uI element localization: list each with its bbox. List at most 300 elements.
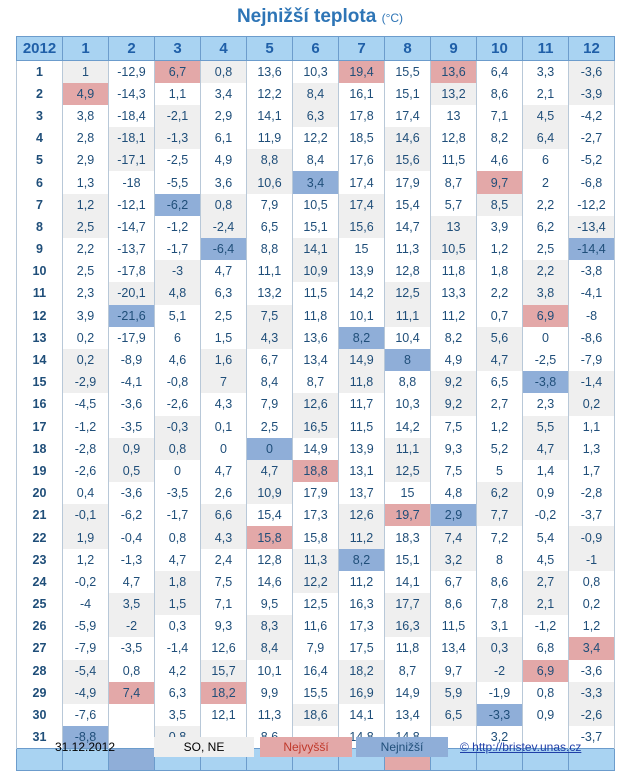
temp-cell: 0 — [201, 438, 247, 460]
temp-cell: 1,5 — [201, 327, 247, 349]
temp-cell: 6,4 — [523, 127, 569, 149]
temp-cell: 11,8 — [385, 637, 431, 659]
day-label: 2 — [17, 83, 63, 105]
table-row — [17, 105, 615, 127]
temp-cell: 0,1 — [201, 416, 247, 438]
temp-cell: 4,7 — [201, 260, 247, 282]
temp-cell: 13,1 — [339, 460, 385, 482]
temp-cell: 14,9 — [293, 438, 339, 460]
temp-cell: 12,6 — [339, 504, 385, 526]
temp-cell: 12,6 — [293, 393, 339, 415]
day-label: 29 — [17, 682, 63, 704]
temp-cell: 10,4 — [385, 327, 431, 349]
day-label: 24 — [17, 571, 63, 593]
temp-cell: -3,9 — [569, 83, 615, 105]
day-label: 31 — [17, 726, 63, 748]
temp-cell: 2,8 — [63, 127, 109, 149]
temp-cell: -1,9 — [477, 682, 523, 704]
source-link[interactable]: © http://bristev.unas.cz — [460, 740, 582, 754]
temp-cell: -1,4 — [569, 371, 615, 393]
temp-cell: -2 — [109, 615, 155, 637]
temp-cell: -1,2 — [523, 615, 569, 637]
temp-cell: 10,3 — [385, 393, 431, 415]
temp-cell: -0,2 — [63, 571, 109, 593]
temp-cell: 15,5 — [385, 61, 431, 83]
temp-cell: 7,5 — [247, 305, 293, 327]
day-label: 13 — [17, 327, 63, 349]
temp-cell: 10,1 — [247, 660, 293, 682]
temp-cell: -3,7 — [569, 726, 615, 748]
title-text: Nejnižší teplota — [236, 6, 377, 27]
temp-cell: 12,2 — [247, 83, 293, 105]
temp-cell: 12,5 — [385, 460, 431, 482]
table-row — [17, 61, 615, 83]
table-row — [17, 260, 615, 282]
temp-cell: -3,3 — [477, 704, 523, 726]
temp-cell: -20,1 — [109, 282, 155, 304]
temp-cell: 19,4 — [339, 61, 385, 83]
temp-cell: 15,5 — [293, 682, 339, 704]
temp-cell: 15,6 — [385, 149, 431, 171]
month-header-2: 2 — [109, 37, 155, 61]
temp-cell: -6,2 — [109, 504, 155, 526]
temp-cell: -3,5 — [109, 637, 155, 659]
temp-cell: 13,4 — [431, 637, 477, 659]
temp-cell: 15,7 — [201, 660, 247, 682]
temp-cell: 13 — [431, 105, 477, 127]
temp-cell: 11,5 — [339, 416, 385, 438]
temp-cell: -4,5 — [63, 393, 109, 415]
temp-cell: 0 — [523, 327, 569, 349]
temp-cell: 0,7 — [477, 305, 523, 327]
temp-cell: 6,9 — [523, 660, 569, 682]
temp-cell: 6 — [523, 149, 569, 171]
temp-cell: 7,9 — [293, 637, 339, 659]
temp-cell: 7,8 — [477, 593, 523, 615]
table-row — [17, 238, 615, 260]
table-row — [17, 660, 615, 682]
temp-cell: 3,9 — [477, 216, 523, 238]
temp-cell: -2,1 — [155, 105, 201, 127]
temp-cell: 15,8 — [293, 526, 339, 548]
temp-cell: 12,1 — [201, 704, 247, 726]
temp-cell: -3,5 — [155, 482, 201, 504]
temp-cell: 10,3 — [293, 61, 339, 83]
temp-cell: 16,5 — [293, 416, 339, 438]
temp-cell: 18,2 — [339, 660, 385, 682]
temp-cell: 1 — [63, 61, 109, 83]
temp-cell: 11,5 — [293, 282, 339, 304]
temp-cell: 9,2 — [431, 393, 477, 415]
table-body — [17, 61, 615, 771]
temp-cell: 4,9 — [431, 349, 477, 371]
temp-cell: 6,3 — [155, 682, 201, 704]
table-row — [17, 393, 615, 415]
temp-cell: 5 — [477, 460, 523, 482]
temp-cell: -1,7 — [155, 238, 201, 260]
temp-cell: 8,6 — [477, 571, 523, 593]
temp-cell: 11,1 — [385, 305, 431, 327]
day-label: 17 — [17, 416, 63, 438]
temp-cell: 0,8 — [155, 438, 201, 460]
temp-cell: 13,2 — [431, 83, 477, 105]
temp-cell: 18,8 — [293, 460, 339, 482]
temp-cell: 17,4 — [339, 194, 385, 216]
month-header-4: 4 — [201, 37, 247, 61]
temp-cell: 0,2 — [63, 349, 109, 371]
temp-cell: 17,9 — [385, 171, 431, 193]
temp-cell: 3,2 — [477, 726, 523, 748]
temp-cell: 2,5 — [523, 238, 569, 260]
temp-cell: 12,8 — [385, 260, 431, 282]
temp-cell: -3,3 — [569, 682, 615, 704]
temp-cell: -4,1 — [569, 282, 615, 304]
temp-cell: 17,4 — [339, 171, 385, 193]
day-label: 25 — [17, 593, 63, 615]
temp-cell: 13,3 — [431, 282, 477, 304]
temp-cell: 17,6 — [339, 149, 385, 171]
temp-cell: 7,9 — [247, 393, 293, 415]
temp-cell: -2,6 — [155, 393, 201, 415]
temp-cell: -12,2 — [569, 194, 615, 216]
temp-cell: 4,3 — [201, 393, 247, 415]
temp-cell: 7,5 — [431, 416, 477, 438]
temp-cell: 9,3 — [201, 615, 247, 637]
temp-cell: 4,7 — [477, 349, 523, 371]
temp-cell: 11,8 — [431, 260, 477, 282]
temp-cell: -4,9 — [63, 682, 109, 704]
temp-cell: 6,7 — [155, 61, 201, 83]
temp-cell: -7,9 — [569, 349, 615, 371]
temp-cell: 1,8 — [155, 571, 201, 593]
temp-cell: 8,2 — [339, 327, 385, 349]
table-row — [17, 682, 615, 704]
temp-cell: -2,8 — [569, 482, 615, 504]
temp-cell: 15,8 — [247, 526, 293, 548]
table-row — [17, 327, 615, 349]
month-header-10: 10 — [477, 37, 523, 61]
temp-cell: 7,5 — [431, 460, 477, 482]
table-row — [17, 526, 615, 548]
temp-cell: 8,8 — [247, 149, 293, 171]
temp-cell: 17,7 — [385, 593, 431, 615]
temp-cell: 3,8 — [523, 282, 569, 304]
temp-cell: -1,3 — [109, 549, 155, 571]
temp-cell: 0,8 — [201, 61, 247, 83]
temp-cell: 6,2 — [523, 216, 569, 238]
table-row — [17, 504, 615, 526]
day-label: 16 — [17, 393, 63, 415]
temp-cell: 13,6 — [247, 61, 293, 83]
temp-cell: 14,1 — [385, 571, 431, 593]
temp-cell: 0,9 — [523, 482, 569, 504]
temp-cell: 1,3 — [63, 171, 109, 193]
month-header-6: 6 — [293, 37, 339, 61]
temp-cell: 1,9 — [63, 526, 109, 548]
temp-cell: 6,5 — [477, 371, 523, 393]
temp-cell: -14,4 — [569, 238, 615, 260]
temp-cell: 7,1 — [201, 593, 247, 615]
temp-cell: 13,9 — [339, 438, 385, 460]
temp-cell: 2,5 — [63, 260, 109, 282]
temp-cell: -17,1 — [109, 149, 155, 171]
temp-cell: 12,2 — [293, 127, 339, 149]
temp-cell: 6,5 — [247, 216, 293, 238]
temp-cell: 11,1 — [385, 438, 431, 460]
temp-cell: -1,2 — [63, 416, 109, 438]
temp-cell: 4,5 — [523, 105, 569, 127]
temp-cell: 3,2 — [431, 549, 477, 571]
temp-cell: 4,7 — [523, 438, 569, 460]
temp-cell: 4,8 — [431, 482, 477, 504]
temp-cell: -18,1 — [109, 127, 155, 149]
temp-cell: -14,3 — [109, 83, 155, 105]
temp-cell: 0,5 — [109, 460, 155, 482]
temp-cell: 2,9 — [63, 149, 109, 171]
temp-cell: 10,9 — [247, 482, 293, 504]
temp-cell: 1,2 — [569, 615, 615, 637]
day-label: 18 — [17, 438, 63, 460]
temp-cell: 15 — [339, 238, 385, 260]
temp-cell: 4,8 — [155, 282, 201, 304]
temp-cell: 18,2 — [201, 682, 247, 704]
table-row — [17, 83, 615, 105]
temp-cell: 8,2 — [339, 549, 385, 571]
temp-cell: -4,1 — [109, 371, 155, 393]
day-label: 22 — [17, 526, 63, 548]
temp-cell: 3,1 — [477, 615, 523, 637]
temp-cell: -1,3 — [155, 127, 201, 149]
temp-cell: 18,6 — [293, 704, 339, 726]
temp-cell: 11,6 — [293, 615, 339, 637]
temp-cell: -3,5 — [109, 416, 155, 438]
temp-cell: 2,7 — [477, 393, 523, 415]
temp-cell: 5,9 — [431, 682, 477, 704]
temp-cell: 15,6 — [339, 216, 385, 238]
temp-cell: -5,9 — [63, 615, 109, 637]
temp-cell: -3,6 — [569, 660, 615, 682]
header-row — [17, 37, 615, 61]
temp-cell: 8 — [385, 349, 431, 371]
temp-cell: 2,5 — [247, 416, 293, 438]
temp-cell: 0,9 — [109, 438, 155, 460]
temp-cell: -6,8 — [569, 171, 615, 193]
temp-cell: 8,4 — [293, 83, 339, 105]
temp-cell: 8,4 — [247, 371, 293, 393]
temp-cell: 8,8 — [385, 371, 431, 393]
temp-cell: 14,2 — [339, 282, 385, 304]
temp-cell: 4,7 — [201, 460, 247, 482]
temp-cell: 0,8 — [569, 571, 615, 593]
legend-bar — [16, 736, 624, 758]
temp-cell: 11,3 — [247, 704, 293, 726]
temp-cell: -5,5 — [155, 171, 201, 193]
temp-cell: 17,3 — [293, 504, 339, 526]
temp-cell: 8 — [477, 549, 523, 571]
table-row — [17, 149, 615, 171]
temp-cell: -2,8 — [63, 438, 109, 460]
temp-cell: 10,5 — [293, 194, 339, 216]
table-row — [17, 593, 615, 615]
temp-cell: -0,8 — [155, 371, 201, 393]
temp-cell: 1,8 — [477, 260, 523, 282]
temp-cell: 16,9 — [339, 682, 385, 704]
temp-cell: 16,3 — [339, 593, 385, 615]
temp-cell: 13,6 — [293, 327, 339, 349]
month-header-8: 8 — [385, 37, 431, 61]
temp-cell: 2,2 — [477, 282, 523, 304]
temp-cell: 13,7 — [339, 482, 385, 504]
temp-cell: -0,4 — [109, 526, 155, 548]
temp-cell: 8,7 — [431, 171, 477, 193]
temp-cell: 2,2 — [523, 194, 569, 216]
temp-cell: 5,6 — [477, 327, 523, 349]
temp-cell: 13 — [431, 216, 477, 238]
temp-cell: 11,7 — [339, 393, 385, 415]
temp-cell: 14,6 — [247, 571, 293, 593]
day-label: 7 — [17, 194, 63, 216]
table-row — [17, 615, 615, 637]
temp-cell: -5,2 — [569, 149, 615, 171]
temp-cell: -3,8 — [523, 371, 569, 393]
temp-cell: 14,1 — [247, 105, 293, 127]
day-label: 10 — [17, 260, 63, 282]
table-row — [17, 460, 615, 482]
temp-cell: 3,6 — [201, 171, 247, 193]
day-label: 3 — [17, 105, 63, 127]
month-header-9: 9 — [431, 37, 477, 61]
table-row — [17, 305, 615, 327]
temp-cell: 12,8 — [247, 549, 293, 571]
table-row — [17, 704, 615, 726]
table-row — [17, 127, 615, 149]
temp-cell: -1,4 — [155, 637, 201, 659]
day-label: 21 — [17, 504, 63, 526]
temp-cell: -17,8 — [109, 260, 155, 282]
temp-cell: 9,7 — [477, 171, 523, 193]
temp-cell: 14,6 — [385, 127, 431, 149]
temp-cell: 4,6 — [155, 349, 201, 371]
temp-cell: 1,7 — [569, 460, 615, 482]
temp-cell: -6,2 — [155, 194, 201, 216]
temp-cell: 6,8 — [523, 637, 569, 659]
day-label: 20 — [17, 482, 63, 504]
table-row — [17, 416, 615, 438]
temp-cell: 1,2 — [477, 238, 523, 260]
temp-cell: -18 — [109, 171, 155, 193]
temp-cell: -21,6 — [109, 305, 155, 327]
temp-cell: 6,9 — [523, 305, 569, 327]
temp-cell: -8 — [569, 305, 615, 327]
temp-cell: -3,6 — [109, 482, 155, 504]
unit-label: (°C) — [381, 11, 404, 25]
temp-cell: 0,8 — [109, 660, 155, 682]
temp-cell: 8,7 — [385, 660, 431, 682]
temp-cell: 0,3 — [155, 615, 201, 637]
table-row — [17, 216, 615, 238]
temp-cell: 1,5 — [155, 593, 201, 615]
temp-cell: -2,4 — [201, 216, 247, 238]
temp-cell: 3,3 — [523, 61, 569, 83]
page-title — [0, 6, 640, 28]
temp-cell: 11,9 — [247, 127, 293, 149]
temp-cell: 13,2 — [247, 282, 293, 304]
temp-cell: 8,4 — [293, 149, 339, 171]
temp-cell: 2,6 — [201, 482, 247, 504]
temp-cell: 1,2 — [477, 416, 523, 438]
temp-cell: -12,9 — [109, 61, 155, 83]
temp-cell: 0,8 — [201, 194, 247, 216]
table-row — [17, 371, 615, 393]
day-label: 5 — [17, 149, 63, 171]
table-row — [17, 349, 615, 371]
temp-cell: -18,4 — [109, 105, 155, 127]
temp-cell: 8,6 — [477, 83, 523, 105]
temp-cell: 0,8 — [155, 526, 201, 548]
temp-cell: 11,3 — [293, 549, 339, 571]
temp-cell: -3,8 — [569, 260, 615, 282]
day-label: 14 — [17, 349, 63, 371]
temp-cell: 4,7 — [155, 549, 201, 571]
temp-cell: -0,2 — [523, 504, 569, 526]
temp-cell: 13,4 — [385, 704, 431, 726]
temp-cell: -2,5 — [155, 149, 201, 171]
temp-cell: 8,4 — [247, 637, 293, 659]
temp-cell: -2,9 — [63, 371, 109, 393]
temp-cell: 14,9 — [385, 682, 431, 704]
temp-cell: 6,3 — [293, 105, 339, 127]
temp-cell: 17,4 — [385, 105, 431, 127]
day-label: 30 — [17, 704, 63, 726]
temp-cell: 0,9 — [523, 704, 569, 726]
day-label: 26 — [17, 615, 63, 637]
month-header-7: 7 — [339, 37, 385, 61]
temp-cell: 13,4 — [293, 349, 339, 371]
temp-cell: 2,2 — [63, 238, 109, 260]
temp-cell: 15,1 — [385, 83, 431, 105]
month-header-3: 3 — [155, 37, 201, 61]
temp-cell: 2,5 — [63, 216, 109, 238]
temp-cell: 7,1 — [477, 105, 523, 127]
temp-cell: 3,4 — [201, 83, 247, 105]
temp-cell: -3 — [155, 260, 201, 282]
temp-cell: 2,3 — [63, 282, 109, 304]
temp-cell: 5,7 — [431, 194, 477, 216]
temp-cell — [109, 704, 155, 726]
legend-max: Nejvyšší — [260, 737, 352, 757]
day-label: 4 — [17, 127, 63, 149]
day-label: 15 — [17, 371, 63, 393]
temp-cell: -8,8 — [63, 726, 109, 748]
temp-cell: 2,7 — [523, 571, 569, 593]
month-header-1: 1 — [63, 37, 109, 61]
temp-cell: 8,8 — [247, 238, 293, 260]
temp-cell: 6 — [155, 327, 201, 349]
temp-cell: -1,2 — [155, 216, 201, 238]
temp-cell: 18,3 — [385, 526, 431, 548]
table-row — [17, 194, 615, 216]
temp-cell: 10,5 — [431, 238, 477, 260]
temp-cell: 0,4 — [63, 482, 109, 504]
temp-cell: -3,7 — [569, 504, 615, 526]
temp-cell: 8,6 — [431, 593, 477, 615]
temp-cell: 8,2 — [431, 327, 477, 349]
temp-cell: 4,7 — [247, 460, 293, 482]
temp-cell: 6,5 — [431, 704, 477, 726]
temp-cell: 10,6 — [247, 171, 293, 193]
temp-cell: 3,4 — [293, 171, 339, 193]
temp-cell: -13,4 — [569, 216, 615, 238]
